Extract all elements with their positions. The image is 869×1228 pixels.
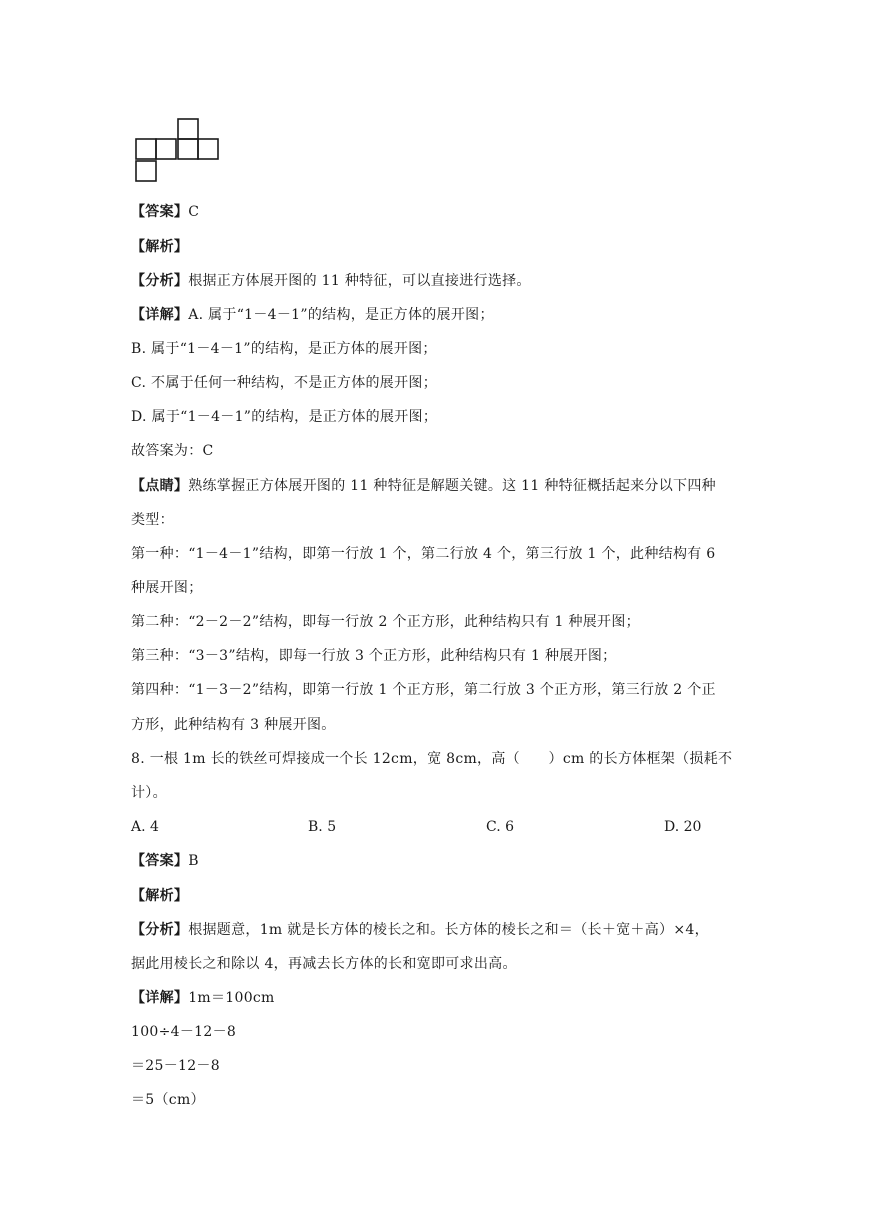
q7-type4-a: 第四种：“1－3－2”结构，即第一行放 1 个正方形，第二行放 3 个正方形，第三行放 2 个正: [131, 682, 716, 698]
q8-option-c: C. 6: [486, 819, 515, 835]
q8-fenxi-cont: 据此用棱长之和除以 4，再减去长方体的长和宽即可求出高。: [131, 956, 517, 972]
xiangjie-text: 1m＝100cm: [188, 990, 275, 1006]
answer-value: B: [188, 853, 199, 869]
xiangjie-tag: 【详解】: [131, 990, 189, 1006]
answer-tag: 【答案】: [131, 853, 189, 869]
q7-dianjing: [131, 476, 716, 496]
q8-option-a: A. 4: [131, 819, 159, 835]
q7-type3: 第三种：“3－3”结构，即每一行放 3 个正方形，此种结构只有 1 种展开图；: [131, 648, 617, 664]
q7-line-d: D. 属于“1－4－1”的结构，是正方体的展开图；: [131, 409, 438, 425]
q7-type4-b: 方形，此种结构有 3 种展开图。: [131, 717, 336, 733]
q7-line-c: C. 不属于任何一种结构，不是正方体的展开图；: [131, 375, 438, 391]
q8-calc-2: ＝25－12－8: [131, 1058, 220, 1074]
q8-calc-1: 100÷4－12－8: [131, 1024, 237, 1040]
q7-line-b: B. 属于“1－4－1”的结构，是正方体的展开图；: [131, 341, 437, 357]
q8-option-d: D. 20: [664, 819, 702, 835]
cube-net-figure: [134, 117, 224, 185]
fenxi-tag: 【分析】: [131, 273, 189, 289]
fenxi-tag: 【分析】: [131, 922, 189, 938]
q7-answer: [131, 202, 199, 222]
dianjing-text: 熟练掌握正方体展开图的 11 种特征是解题关键。这 11 种特征概括起来分以下四种: [188, 478, 716, 494]
q8-answer: [131, 851, 199, 871]
q8-stem-cont: 计）。: [131, 785, 167, 801]
q7-analysis-tag: 【解析】: [131, 239, 189, 255]
q8-analysis-tag: 【解析】: [131, 888, 189, 904]
q7-type2: 第二种：“2－2－2”结构，即每一行放 2 个正方形，此种结构只有 1 种展开图；: [131, 614, 640, 630]
xiangjie-line-a: A. 属于“1－4－1”的结构，是正方体的展开图；: [188, 307, 494, 323]
q8-xiangjie: [131, 988, 275, 1008]
dianjing-tag: 【点睛】: [131, 478, 189, 494]
q7-dianjing-cont: 类型：: [131, 512, 174, 528]
xiangjie-tag: 【详解】: [131, 307, 189, 323]
answer-value: C: [188, 204, 200, 220]
q7-conclusion: 故答案为：C: [131, 443, 214, 459]
q8-option-b: B. 5: [308, 819, 337, 835]
q8-fenxi: [131, 920, 709, 940]
fenxi-text: 根据正方体展开图的 11 种特征，可以直接进行选择。: [188, 273, 531, 289]
q7-type1-a: 第一种：“1－4－1”结构，即第一行放 1 个，第二行放 4 个，第三行放 1 个，此种结构有 6: [131, 546, 716, 562]
q8-calc-3: ＝5（cm）: [131, 1092, 205, 1108]
q7-xiangjie: [131, 305, 494, 325]
q8-stem: 8. 一根 1m 长的铁丝可焊接成一个长 12cm，宽 8cm，高（ ）cm 的长方体框架（损耗不: [131, 751, 733, 767]
q7-type1-b: 种展开图；: [131, 580, 203, 596]
fenxi-text: 根据题意，1m 就是长方体的棱长之和。长方体的棱长之和＝（长＋宽＋高）×4，: [188, 922, 709, 938]
q7-fenxi: [131, 271, 531, 291]
answer-tag: 【答案】: [131, 204, 189, 220]
